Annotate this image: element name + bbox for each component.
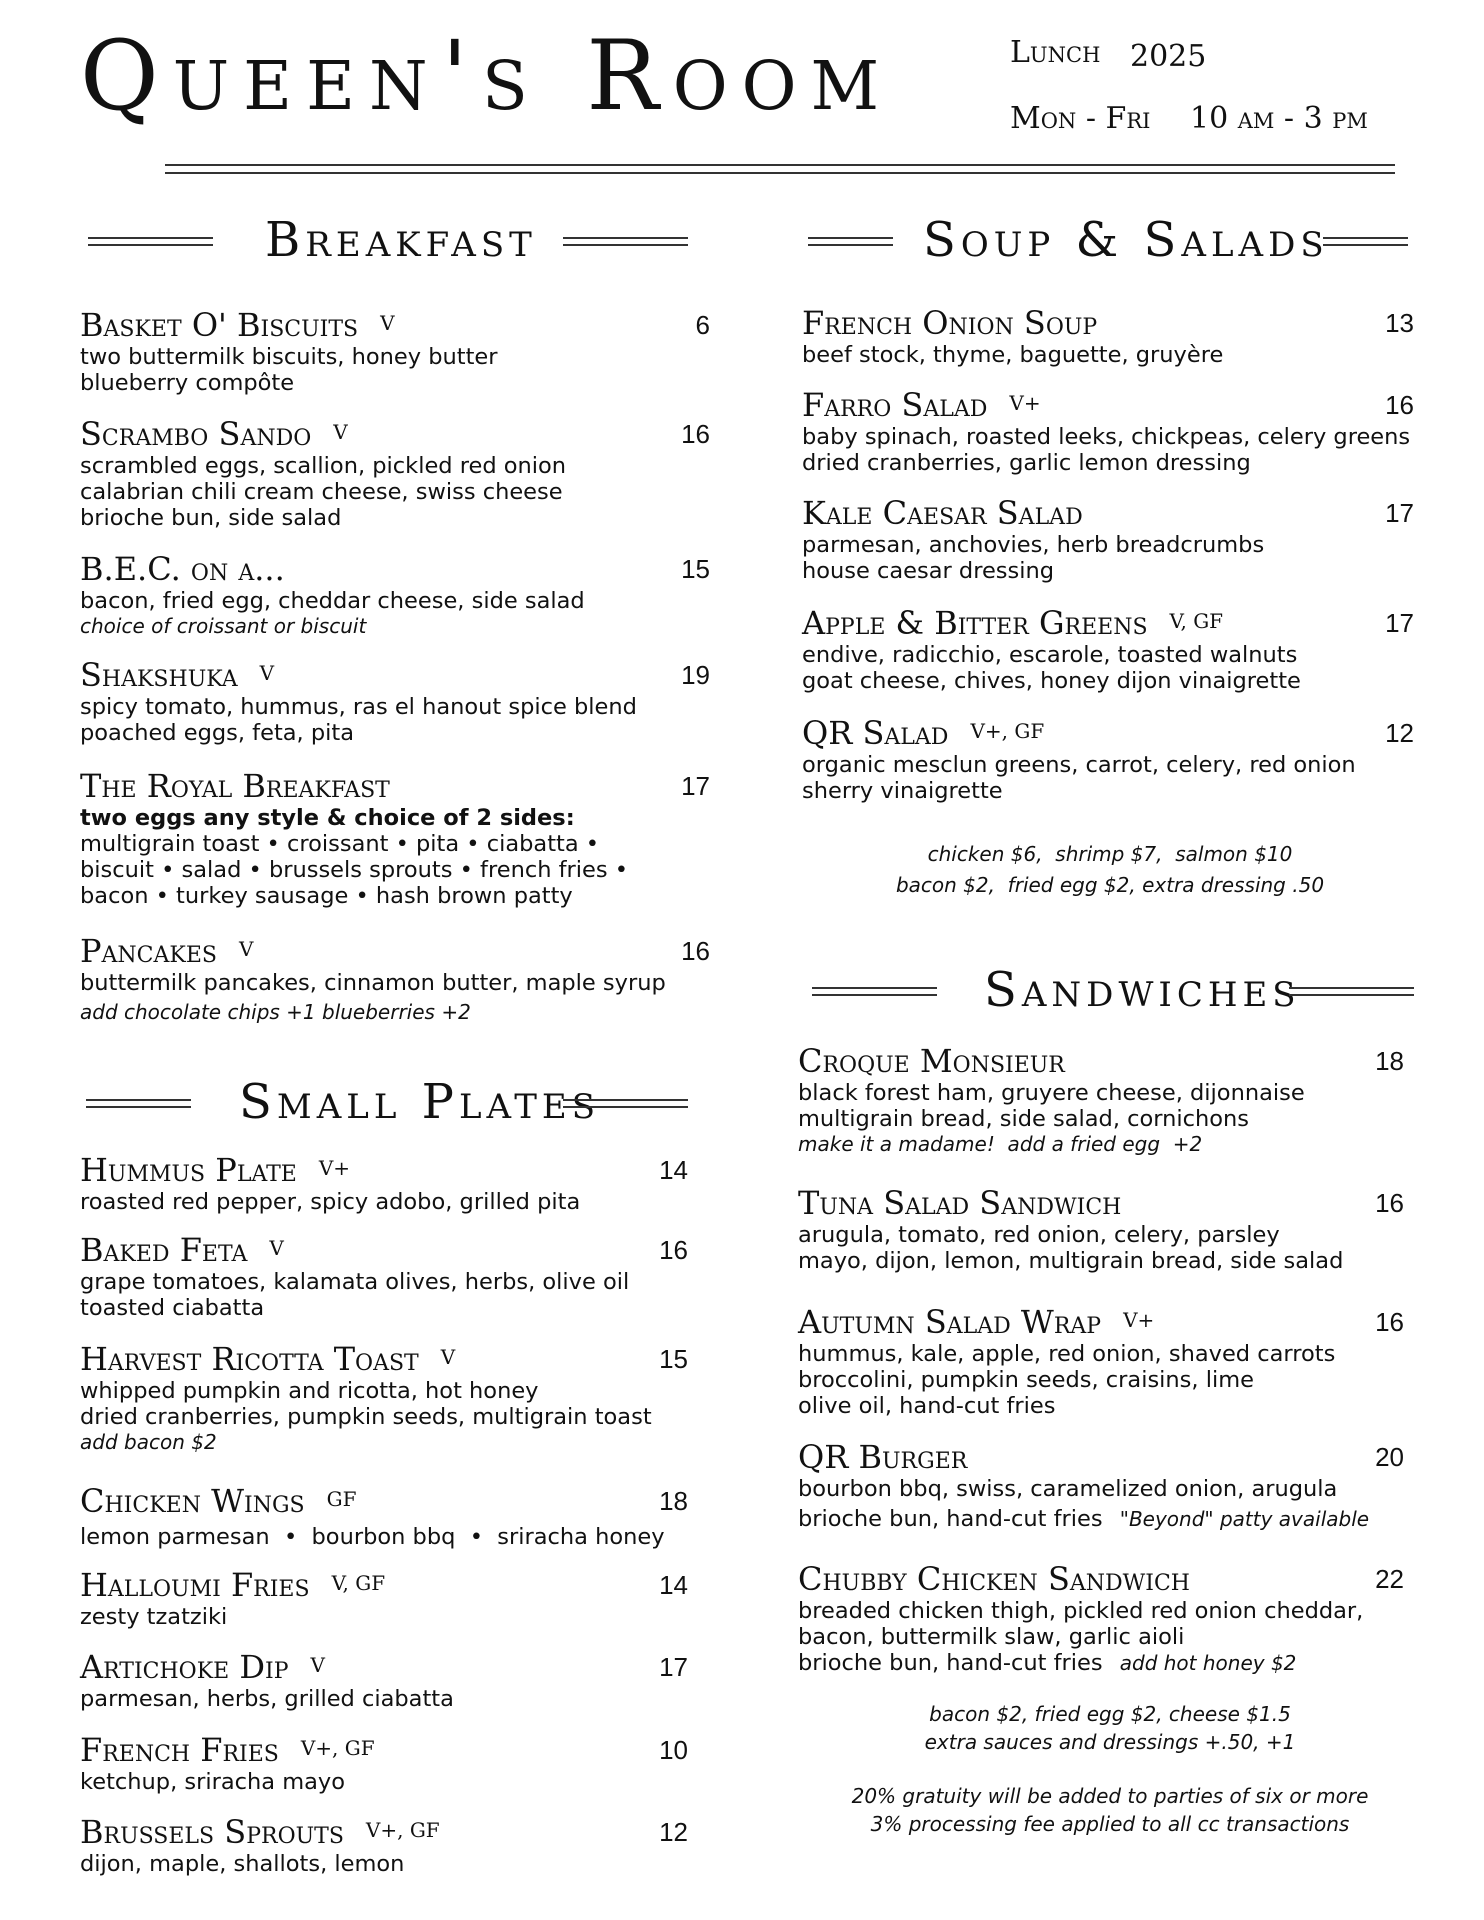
small-plates-heading-text: Small Plates xyxy=(239,1074,601,1130)
item-description: parmesan, anchovies, herb breadcrumbs xyxy=(802,532,1265,558)
item-note: add bacon $2 xyxy=(80,1430,217,1454)
menu-item xyxy=(798,1303,1404,1419)
item-description: bacon, fried egg, cheddar cheese, side salad xyxy=(80,588,585,614)
heading-rule xyxy=(812,987,937,996)
processing-fee-note: 3% processing fee applied to all cc transactions xyxy=(870,1812,1350,1836)
menu-item xyxy=(802,304,1414,368)
item-name: Croque Monsieur xyxy=(798,1042,1065,1080)
item-description: bacon, buttermilk slaw, garlic aioli xyxy=(798,1624,1185,1650)
service-hours: 10 am - 3 pm xyxy=(1190,101,1368,136)
item-diet-tag: V, GF xyxy=(1169,609,1224,633)
item-price: 15 xyxy=(659,1344,688,1374)
item-price: 15 xyxy=(681,554,710,584)
item-diet-tag: V+, GF xyxy=(970,719,1045,743)
item-name: Tuna Salad Sandwich xyxy=(798,1184,1122,1222)
heading-rule xyxy=(808,237,893,246)
item-name: Shakshuka xyxy=(80,656,238,694)
item-description: scrambled eggs, scallion, pickled red onion xyxy=(80,453,567,479)
heading-rule xyxy=(1289,987,1414,996)
item-name: Apple & Bitter Greens xyxy=(802,604,1148,642)
menu-item xyxy=(798,1184,1404,1274)
item-description: zesty tzatziki xyxy=(80,1604,228,1630)
heading-rule xyxy=(88,237,213,246)
item-highlight: two eggs any style & choice of 2 sides: xyxy=(80,805,575,831)
item-price: 20 xyxy=(1375,1442,1404,1472)
item-description: goat cheese, chives, honey dijon vinaigrette xyxy=(802,668,1301,694)
item-description: beef stock, thyme, baguette, gruyère xyxy=(802,342,1224,368)
item-description: brioche bun, hand-cut fries xyxy=(798,1506,1103,1532)
item-note: "Beyond" patty available xyxy=(1119,1507,1370,1531)
item-diet-tag: V+, GF xyxy=(365,1818,440,1842)
item-description: sherry vinaigrette xyxy=(802,778,1003,804)
sandwiches-heading xyxy=(812,960,1414,1020)
item-description: multigrain toast • croissant • pita • ciabatta • xyxy=(80,831,600,857)
menu-item xyxy=(798,1042,1404,1157)
item-note: add chocolate chips +1 blueberries +2 xyxy=(80,1000,471,1024)
item-name: Chubby Chicken Sandwich xyxy=(798,1560,1190,1598)
item-name: Farro Salad xyxy=(802,386,988,424)
item-description: lemon parmesan • bourbon bbq • sriracha honey xyxy=(80,1524,665,1550)
addon-line: bacon $2, fried egg $2, extra dressing .50 xyxy=(895,873,1325,897)
item-price: 12 xyxy=(1385,718,1414,748)
heading-rule xyxy=(1323,237,1408,246)
item-price: 16 xyxy=(681,419,710,449)
menu-item xyxy=(80,1340,688,1455)
item-description: grape tomatoes, kalamata olives, herbs, olive oil xyxy=(80,1269,630,1295)
menu-item xyxy=(80,306,710,396)
item-price: 14 xyxy=(659,1570,688,1600)
item-description: biscuit • salad • brussels sprouts • french fries • xyxy=(80,857,629,883)
item-diet-tag: V xyxy=(380,311,395,335)
item-description: baby spinach, roasted leeks, chickpeas, celery greens xyxy=(802,424,1411,450)
item-diet-tag: V+ xyxy=(1123,1308,1155,1332)
item-price: 16 xyxy=(659,1235,688,1265)
header-divider xyxy=(165,164,1395,174)
item-description: blueberry compôte xyxy=(80,370,295,396)
item-note: make it a madame! add a fried egg +2 xyxy=(798,1132,1203,1156)
item-note: add hot honey $2 xyxy=(1119,1651,1297,1675)
menu-item xyxy=(80,656,710,746)
item-price: 16 xyxy=(1385,390,1414,420)
item-name: B.E.C. on a... xyxy=(80,550,285,588)
item-name: Basket O' Biscuits xyxy=(80,306,359,344)
item-diet-tag: V, GF xyxy=(331,1571,386,1595)
breakfast-heading xyxy=(88,210,688,270)
soup-salads-heading-text: Soup & Salads xyxy=(923,212,1329,268)
heading-rule xyxy=(86,1099,191,1108)
item-diet-tag: GF xyxy=(326,1487,357,1511)
breakfast-heading-text: Breakfast xyxy=(265,212,537,268)
item-diet-tag: V xyxy=(238,937,254,961)
item-description: house caesar dressing xyxy=(802,558,1055,584)
item-price: 17 xyxy=(681,771,710,801)
menu-item xyxy=(80,1151,688,1215)
item-name: French Fries xyxy=(80,1731,279,1769)
service-label: Lunch xyxy=(1010,35,1101,70)
service-year: 2025 xyxy=(1130,39,1207,74)
item-name: French Onion Soup xyxy=(802,304,1098,342)
item-description: black forest ham, gruyere cheese, dijonnaise xyxy=(798,1080,1305,1106)
item-name: Harvest Ricotta Toast xyxy=(80,1340,419,1378)
item-name: Brussels Sprouts xyxy=(80,1813,344,1851)
item-description: roasted red pepper, spicy adobo, grilled pita xyxy=(80,1189,581,1215)
item-description: arugula, tomato, red onion, celery, parsley xyxy=(798,1222,1280,1248)
menu-item xyxy=(80,550,710,639)
item-description: organic mesclun greens, carrot, celery, red onion xyxy=(802,752,1356,778)
item-name: Scrambo Sando xyxy=(80,415,312,453)
item-name: Hummus Plate xyxy=(80,1151,297,1189)
item-price: 22 xyxy=(1375,1564,1404,1594)
item-description: bacon • turkey sausage • hash brown patty xyxy=(80,883,573,909)
item-description: dried cranberries, garlic lemon dressing xyxy=(802,450,1251,476)
item-description: dried cranberries, pumpkin seeds, multigrain toast xyxy=(80,1404,652,1430)
item-description: multigrain bread, side salad, cornichons xyxy=(798,1106,1250,1132)
item-price: 18 xyxy=(659,1486,688,1516)
footer-notes xyxy=(810,1782,1410,1838)
item-price: 12 xyxy=(659,1817,688,1847)
item-description: two buttermilk biscuits, honey butter xyxy=(80,344,498,370)
menu-item xyxy=(802,386,1414,476)
item-diet-tag: V xyxy=(269,1236,284,1260)
menu-item xyxy=(80,1648,688,1712)
item-description: ketchup, sriracha mayo xyxy=(80,1769,345,1795)
item-price: 10 xyxy=(659,1735,688,1765)
addon-line: chicken $6, shrimp $7, salmon $10 xyxy=(927,842,1293,866)
item-description: bourbon bbq, swiss, caramelized onion, arugula xyxy=(798,1476,1338,1502)
item-name: The Royal Breakfast xyxy=(80,767,390,805)
item-price: 18 xyxy=(1375,1046,1404,1076)
item-price: 17 xyxy=(659,1652,688,1682)
item-diet-tag: V+ xyxy=(318,1156,351,1180)
item-description: poached eggs, feta, pita xyxy=(80,720,354,746)
menu-item xyxy=(798,1438,1404,1532)
item-diet-tag: V xyxy=(259,661,275,685)
item-description: buttermilk pancakes, cinnamon butter, maple syrup xyxy=(80,970,666,996)
item-price: 16 xyxy=(681,936,710,966)
item-price: 17 xyxy=(1385,608,1414,638)
item-name: Kale Caesar Salad xyxy=(802,494,1083,532)
menu-item xyxy=(80,1813,688,1877)
item-diet-tag: V xyxy=(333,420,348,444)
menu-item xyxy=(802,604,1414,694)
item-name: Pancakes xyxy=(80,932,217,970)
item-name: Halloumi Fries xyxy=(80,1566,310,1604)
item-description: mayo, dijon, lemon, multigrain bread, side salad xyxy=(798,1248,1344,1274)
item-description: whipped pumpkin and ricotta, hot honey xyxy=(80,1378,539,1404)
sandwiches-heading-text: Sandwiches xyxy=(984,962,1301,1018)
item-diet-tag: V xyxy=(440,1345,456,1369)
gratuity-note: 20% gratuity will be added to parties of six or more xyxy=(851,1784,1369,1808)
restaurant-title: Queen's Room xyxy=(80,20,894,132)
menu-item xyxy=(798,1560,1404,1676)
addon-line: extra sauces and dressings +.50, +1 xyxy=(924,1730,1296,1754)
small-plates-heading xyxy=(86,1072,688,1132)
menu-item xyxy=(80,415,710,531)
item-description: dijon, maple, shallots, lemon xyxy=(80,1851,405,1877)
item-description: endive, radicchio, escarole, toasted walnuts xyxy=(802,642,1298,668)
menu-item xyxy=(802,714,1414,804)
soup-salads-heading xyxy=(808,210,1408,270)
addon-line: bacon $2, fried egg $2, cheese $1.5 xyxy=(929,1702,1291,1726)
heading-rule xyxy=(563,237,688,246)
menu-item xyxy=(80,932,710,1025)
menu-item xyxy=(80,1731,688,1795)
item-price: 16 xyxy=(1375,1307,1404,1337)
item-price: 14 xyxy=(659,1155,688,1185)
menu-item xyxy=(80,1231,688,1321)
item-description: breaded chicken thigh, pickled red onion cheddar, xyxy=(798,1598,1364,1624)
item-name: Chicken Wings xyxy=(80,1482,305,1520)
item-description: brioche bun, side salad xyxy=(80,505,342,531)
menu-item xyxy=(80,1482,688,1550)
item-diet-tag: V+ xyxy=(1009,391,1041,415)
item-name: Autumn Salad Wrap xyxy=(798,1303,1102,1341)
item-price: 13 xyxy=(1385,308,1414,338)
item-diet-tag: V xyxy=(310,1653,325,1677)
menu-item xyxy=(802,494,1414,584)
menu-item xyxy=(80,767,710,909)
sandwiches-addons xyxy=(810,1700,1410,1756)
item-description: broccolini, pumpkin seeds, craisins, lime xyxy=(798,1367,1254,1393)
item-description: brioche bun, hand-cut fries xyxy=(798,1650,1103,1676)
service-days: Mon - Fri xyxy=(1010,101,1151,136)
heading-rule xyxy=(563,1099,688,1108)
item-description: hummus, kale, apple, red onion, shaved carrots xyxy=(798,1341,1336,1367)
item-name: Artichoke Dip xyxy=(80,1648,289,1686)
item-description: olive oil, hand-cut fries xyxy=(798,1393,1056,1419)
item-name: QR Salad xyxy=(802,714,949,752)
item-description: calabrian chili cream cheese, swiss cheese xyxy=(80,479,563,505)
item-description: parmesan, herbs, grilled ciabatta xyxy=(80,1686,454,1712)
menu-item xyxy=(80,1566,688,1630)
item-description: toasted ciabatta xyxy=(80,1295,265,1321)
item-description: spicy tomato, hummus, ras el hanout spice blend xyxy=(80,694,637,720)
item-note: choice of croissant or biscuit xyxy=(80,614,367,638)
item-price: 16 xyxy=(1375,1188,1404,1218)
soup-salads-addons xyxy=(810,840,1410,899)
item-price: 19 xyxy=(681,660,710,690)
item-diet-tag: V+, GF xyxy=(300,1736,375,1760)
item-price: 6 xyxy=(695,310,710,340)
item-name: QR Burger xyxy=(798,1438,968,1476)
item-price: 17 xyxy=(1385,498,1414,528)
item-name: Baked Feta xyxy=(80,1231,248,1269)
